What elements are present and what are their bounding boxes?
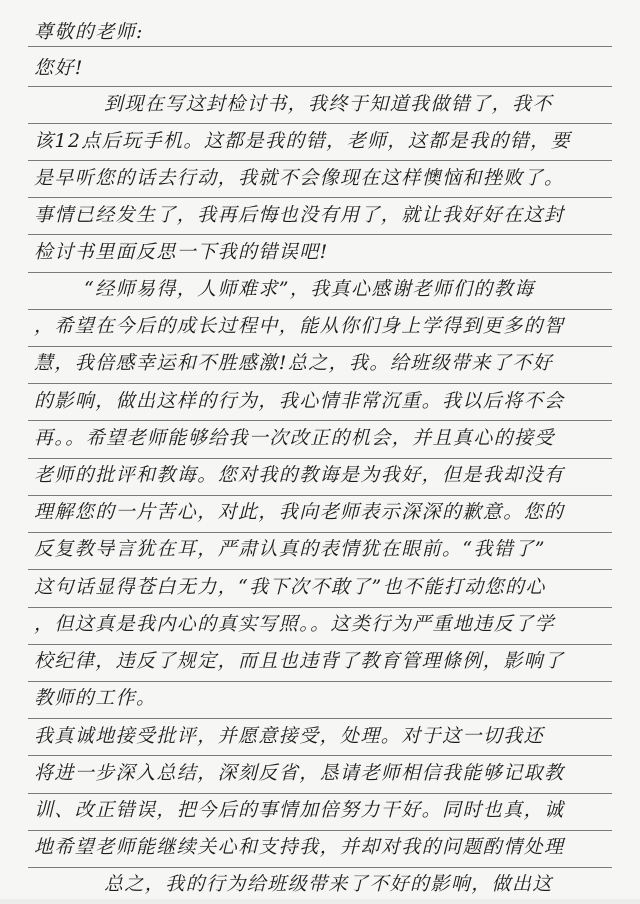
letter-line-21: 地希望老师能继续关心和支持我，并却对我的问题酌情处理	[34, 836, 565, 858]
letter-line-17: 教师的工作。	[34, 687, 157, 709]
letter-line-19: 将进一步深入总结，深刻反省，恳请老师相信我能够记取教	[34, 762, 565, 784]
letter-line-10: 再。。希望老师能够给我一次改正的机会，并且真心的接受	[34, 427, 555, 449]
letter-line-6: “经师易得，人师难求”，我真心感谢老师们的教诲	[84, 278, 535, 300]
letter-line-14: 这句话显得苍白无力，“我下次不敢了”也不能打动您的心	[34, 576, 546, 598]
letter-line-7: ，希望在今后的成长过程中，能从你们身上学得到更多的智	[34, 315, 565, 337]
letter-line-3: 是早听您的话去行动，我就不会像现在这样懊恼和挫败了。	[34, 167, 565, 189]
letter-line-9: 的影响，做出这样的行为，我心情非常沉重。我以后将不会	[34, 390, 565, 412]
letter-line-2: 该12点后玩手机。这都是我的错，老师，这都是我的错，要	[34, 130, 571, 152]
letter-line-13: 反复教导言犹在耳，严肃认真的表情犹在眼前。“我错了”	[34, 538, 546, 560]
letter-line-16: 校纪律，违反了规定，而且也违背了教育管理條例，影响了	[34, 650, 565, 672]
letter-line-5: 检讨书里面反思一下我的错误吧!	[34, 241, 329, 263]
letter-line-12: 理解您的一片苦心，对此，我向老师表示深深的歉意。您的	[34, 501, 565, 523]
salutation-line: 您好!	[34, 57, 84, 79]
letter-line-20: 训、改正错误，把今后的事情加倍努力干好。同时也真，诚	[34, 799, 565, 821]
letter-line-22: 总之，我的行为给班级带来了不好的影响，做出这	[104, 873, 553, 895]
letter-line-4: 事情已经发生了，我再后悔也没有用了，就让我好好在这封	[34, 204, 565, 226]
greeting-line: 尊敬的老师:	[34, 21, 144, 43]
letter-line-15: ，但这真是我内心的真实写照。。这类行为严重地违反了学	[34, 613, 555, 635]
letter-line-1: 到现在写这封检讨书，我终于知道我做错了，我不	[104, 93, 553, 115]
letter-line-11: 老师的批评和教诲。您对我的教诲是为我好，但是我却没有	[34, 464, 565, 486]
letter-line-8: 慧，我倍感幸运和不胜感激!总之，我。给班级带来了不好	[34, 352, 554, 374]
letter-line-18: 我真诚地接受批评，并愿意接受，处理。对于这一切我还	[34, 725, 545, 747]
